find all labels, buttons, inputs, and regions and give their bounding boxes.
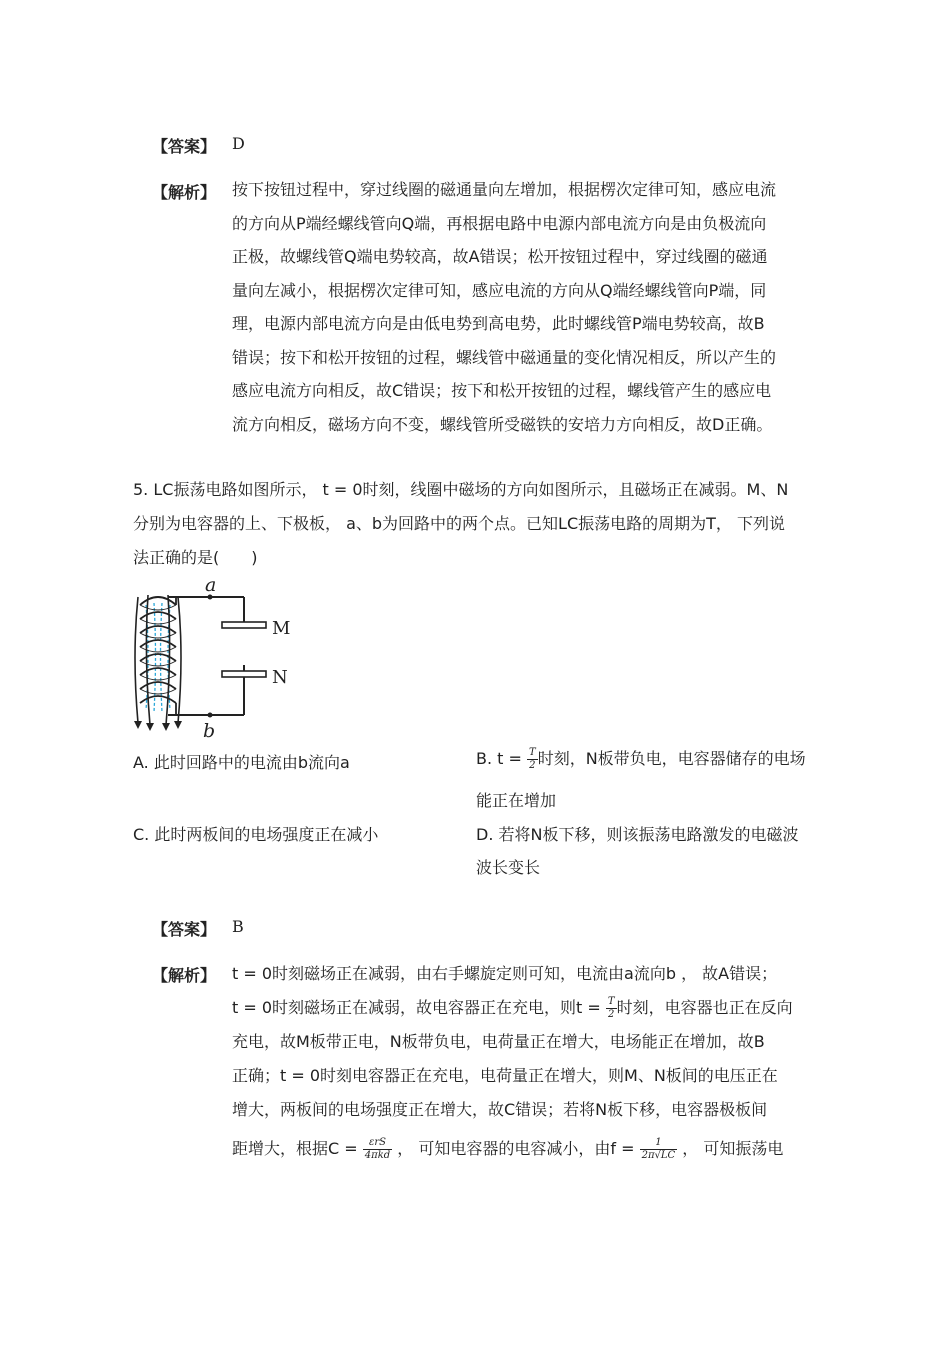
frequency-formula: $\frac{1}{2\pi√LC}$ — [641, 1137, 676, 1161]
option-b[interactable] — [476, 746, 806, 772]
label-b: b — [203, 720, 216, 740]
analysis-line: 正确；t = 0时刻电容器正在充电，电荷量正在增大，则M、N板间的电压正在 — [232, 1066, 778, 1085]
analysis-text — [232, 957, 812, 1171]
question-line: 分别为电容器的上、下极板， a、b为回路中的两个点。已知LC振荡电路的周期为T， 下列说 — [133, 514, 785, 533]
analysis-line: 增大，两板间的电场强度正在增大，故C错误；若将N板下移，电容器极板间 — [232, 1100, 768, 1119]
analysis-line: 感应电流方向相反，故C错误；按下和松开按钮的过程，螺线管产生的感应电 — [232, 381, 772, 400]
analysis-tag: 【解析】 — [152, 183, 217, 202]
analysis-line: 按下按钮过程中，穿过线圈的磁通量向左增加，根据楞次定律可知，感应电流 — [232, 180, 777, 199]
option-c[interactable]: C. 此时两板间的电场强度正在减小 — [133, 825, 379, 844]
arrow-heads — [134, 721, 182, 731]
option-a[interactable]: A. 此时回路中的电流由b流向a — [133, 753, 350, 772]
analysis-text — [232, 173, 812, 441]
analysis-line: 错误；按下和松开按钮的过程，螺线管中磁通量的变化情况相反，所以产生的 — [232, 347, 777, 367]
analysis-line: 正极，故螺线管Q端电势较高，故A错误；松开按钮过程中，穿过线圈的磁通 — [232, 247, 768, 266]
answer-tag: 【答案】 — [152, 920, 217, 939]
analysis-tag: 【解析】 — [152, 966, 217, 985]
plate-m — [222, 622, 266, 628]
answer-tag: 【答案】 — [152, 137, 217, 156]
label-m: M — [272, 618, 291, 639]
analysis-line: t = 0时刻磁场正在减弱，故电容器正在充电，则t = $\frac{T}{2}$ 时刻，电容器也正在反向 — [232, 996, 793, 1020]
question-5 — [133, 473, 833, 575]
analysis-line: 距增大，根据C = $\frac{\text{εrS}}{\text{4πkd}}$ ， 可知电容器的电容减小，由f = $\frac{1}{2\pi√LC}$ ， 可知振荡电 — [232, 1137, 784, 1161]
question-line: 5. LC振荡电路如图所示， t = 0时刻，线圈中磁场的方向如图所示，且磁场正在减弱。M、N — [133, 480, 789, 499]
point-b — [208, 713, 213, 718]
option-d-line2: 波长变长 — [476, 858, 541, 877]
label-n: N — [272, 667, 288, 688]
coil — [140, 597, 176, 715]
option-b-prefix: B. t = — [476, 749, 522, 768]
fraction-t-over-2: $\frac{T}{2}$ — [529, 747, 536, 771]
option-b-line1: 时刻，N板带负电，电容器储存的电场 — [537, 749, 806, 768]
analysis-line: 流方向相反，磁场方向不变，螺线管所受磁铁的安培力方向相反，故D正确。 — [232, 414, 773, 434]
label-a: a — [205, 575, 217, 596]
lc-circuit-figure — [128, 575, 308, 740]
analysis-line: 量向左减小，根据楞次定律可知，感应电流的方向从Q端经螺线管向P端，同 — [232, 280, 767, 300]
option-b-line2: 能正在增加 — [476, 791, 557, 810]
analysis-line: 理，电源内部电流方向是由低电势到高电势，此时螺线管P端电势较高，故B — [232, 314, 765, 333]
analysis-line: 的方向从P端经螺线管向Q端，再根据电路中电源内部电流方向是由负极流向 — [232, 213, 767, 233]
option-d[interactable]: D. 若将N板下移，则该振荡电路激发的电磁波 — [476, 825, 799, 844]
plate-n — [222, 671, 266, 677]
answer-value: B — [232, 917, 244, 936]
analysis-line: 充电，故M板带正电，N板带负电，电荷量正在增大，电场能正在增加，故B — [232, 1032, 765, 1051]
fraction-t-over-2: $\frac{T}{2}$ — [607, 996, 615, 1020]
answer-value: D — [232, 134, 245, 153]
capacitance-formula: $\frac{\text{εrS}}{\text{4πkd}}$ — [364, 1137, 391, 1161]
analysis-line: t = 0时刻磁场正在减弱，由右手螺旋定则可知，电流由a流向b ， 故A错误； — [232, 964, 778, 983]
question-line: 法正确的是( ) — [133, 548, 258, 567]
